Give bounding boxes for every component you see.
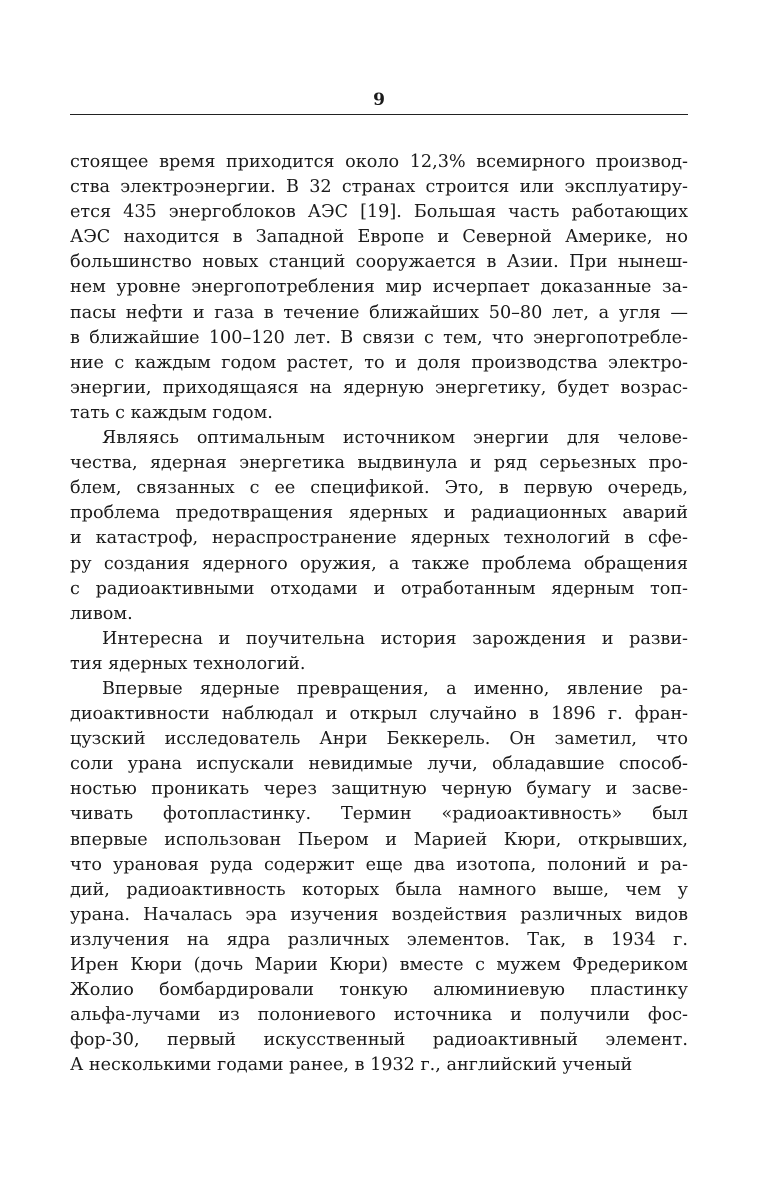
paragraph bbox=[70, 677, 688, 1079]
text-line: пасы нефти и газа в течение ближайших 50–80 лет, а угля — bbox=[70, 302, 688, 323]
text-line: и катастроф, нераспространение ядерных технологий в сфе- bbox=[70, 528, 688, 549]
text-line: ется 435 энергоблоков АЭС [19]. Большая часть работающих bbox=[70, 202, 688, 223]
page-header bbox=[70, 86, 688, 115]
text-line: ства электроэнергии. В 32 странах строится или эксплуатиру- bbox=[70, 177, 688, 198]
text-line: что урановая руда содержит еще два изотопа, полоний и ра- bbox=[70, 854, 688, 875]
text-line: в ближайшие 100–120 лет. В связи с тем, что энергопотребле- bbox=[70, 327, 688, 348]
text-line: большинство новых станций сооружается в Азии. При нынеш- bbox=[70, 252, 688, 273]
paragraph bbox=[70, 150, 688, 426]
page-number: 9 bbox=[373, 90, 385, 110]
text-line: соли урана испускали невидимые лучи, обладавшие способ- bbox=[70, 754, 688, 775]
text-line: А несколькими годами ранее, в 1932 г., английский ученый bbox=[70, 1055, 633, 1076]
text-line: Являясь оптимальным источником энергии для челове- bbox=[102, 428, 688, 449]
text-line: фор-30, первый искусственный радиоактивный элемент. bbox=[70, 1030, 688, 1051]
text-line: с радиоактивными отходами и отработанным ядерным топ- bbox=[70, 578, 688, 599]
text-line: ру создания ядерного оружия, а также проблема обращения bbox=[70, 553, 688, 574]
text-line: излучения на ядра различных элементов. Так, в 1934 г. bbox=[70, 929, 688, 950]
text-line: чества, ядерная энергетика выдвинула и ряд серьезных про- bbox=[70, 453, 688, 474]
text-line: урана. Началась эра изучения воздействия различных видов bbox=[70, 904, 688, 925]
text-line: проблема предотвращения ядерных и радиационных аварий bbox=[70, 503, 688, 524]
text-line: тать с каждым годом. bbox=[70, 402, 273, 423]
text-line: нем уровне энергопотребления мир исчерпает доказанные за- bbox=[70, 277, 688, 298]
paragraph bbox=[70, 627, 688, 677]
text-line: ностью проникать через защитную черную бумагу и засве- bbox=[70, 779, 688, 800]
text-line: стоящее время приходится около 12,3% всемирного производ- bbox=[70, 152, 688, 172]
text-line: альфа-лучами из полониевого источника и получили фос- bbox=[70, 1005, 688, 1026]
text-line: энергии, приходящаяся на ядерную энергетику, будет возрас- bbox=[70, 377, 688, 398]
text-line: диоактивности наблюдал и открыл случайно в 1896 г. фран- bbox=[70, 704, 688, 725]
text-line: чивать фотопластинку. Термин «радиоактивность» был bbox=[70, 804, 688, 825]
text-line: цузский исследователь Анри Беккерель. Он заметил, что bbox=[70, 729, 688, 750]
text-line: впервые использован Пьером и Марией Кюри, открывших, bbox=[70, 829, 688, 850]
text-line: АЭС находится в Западной Европе и Северной Америке, но bbox=[70, 227, 688, 248]
paragraph bbox=[70, 426, 688, 627]
text-line: Интересна и поучительна история зарождения и разви- bbox=[102, 628, 688, 649]
text-line: Впервые ядерные превращения, а именно, явление ра- bbox=[102, 678, 688, 699]
text-line: ливом. bbox=[70, 603, 133, 624]
text-line: Жолио бомбардировали тонкую алюминиевую пластинку bbox=[70, 980, 688, 1001]
text-line: дий, радиоактивность которых была намного выше, чем у bbox=[70, 879, 688, 900]
text-line: блем, связанных с ее спецификой. Это, в первую очередь, bbox=[70, 478, 688, 499]
text-line: Ирен Кюри (дочь Марии Кюри) вместе с мужем Фредериком bbox=[70, 955, 688, 975]
text-line: тия ядерных технологий. bbox=[70, 653, 306, 674]
text-line: ние с каждым годом растет, то и доля производства электро- bbox=[70, 352, 688, 373]
page-body bbox=[70, 150, 688, 1078]
